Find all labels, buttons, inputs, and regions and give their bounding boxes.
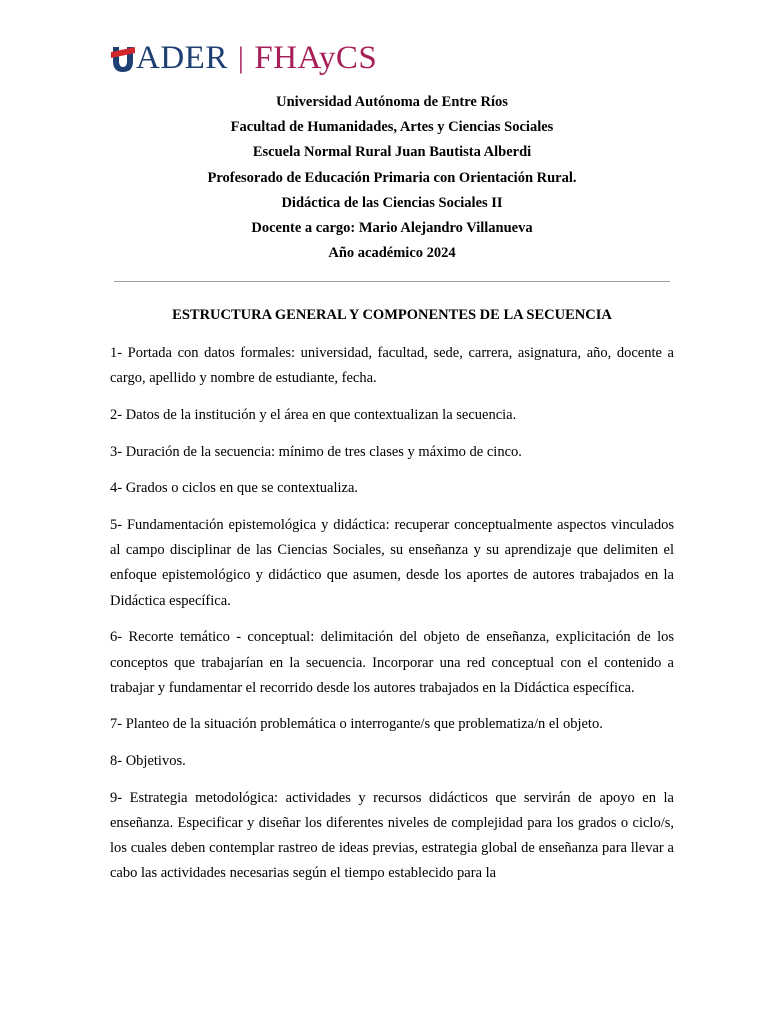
header-faculty: Facultad de Humanidades, Artes y Ciencias Sociales (230, 119, 554, 136)
uader-fhaycs-logo (111, 38, 377, 78)
header-program: Profesorado de Educación Primaria con Orientación Rural. (207, 169, 577, 186)
list-item: 2- Datos de la institución y el área en que contextualizan la secuencia. (110, 406, 517, 423)
list-item: 7- Planteo de la situación problemática o interrogante/s que problematiza/n el objeto. (110, 716, 603, 733)
list-item: 9- Estrategia metodológica: actividades y recursos didácticos que servirán de apoyo en la enseñanza. Especificar y diseñar los diferentes niveles de complejidad para los grados o ciclo/s, los cuales deben contemplar rastreo de ideas previas, estrategia global de enseñanza para llevar a cabo las actividades necesarias según el tiempo establecido para la (110, 789, 674, 882)
institution-header (110, 90, 674, 266)
list-item: 1- Portada con datos formales: universidad, facultad, sede, carrera, asignatura, año, docente a cargo, apellido y nombre de estudiante, fecha. (110, 345, 674, 387)
list-item: 5- Fundamentación epistemológica y didáctica: recuperar conceptualmente aspectos vinculados al campo disciplinar de las Ciencias Sociales, su enseñanza y su aprendizaje que delimiten el enfoque epistemológico y didáctico que asumen, desde los aportes de autores trabajados en la Didáctica específica. (110, 517, 674, 609)
logo-uader-text: ADER (136, 40, 228, 76)
header-teacher: Docente a cargo: Mario Alejandro Villanueva (251, 219, 533, 236)
header-course: Didáctica de las Ciencias Sociales II (281, 194, 503, 211)
list-item: 6- Recorte temático - conceptual: delimitación del objeto de enseñanza, explicitación de los conceptos que trabajarían en la secuencia. Incorporar una red conceptual con el contenido a trabajar y fundamentar el recorrido desde los autores trabajados en la Didáctica específica. (110, 629, 674, 696)
list-item: 4- Grados o ciclos en que se contextualiza. (110, 480, 359, 497)
list-item: 3- Duración de la secuencia: mínimo de tres clases y máximo de cinco. (110, 443, 522, 460)
list-item: 8- Objetivos. (110, 753, 186, 770)
uader-u-logo-mark (111, 43, 135, 73)
logo-separator: | (237, 41, 245, 74)
header-university: Universidad Autónoma de Entre Ríos (276, 94, 508, 110)
header-school: Escuela Normal Rural Juan Bautista Alberdi (252, 144, 532, 161)
header-academic-year: Año académico 2024 (328, 245, 456, 262)
logo-fhaycs-text: FHAyCS (254, 40, 378, 76)
header-divider (114, 281, 670, 282)
section-title: ESTRUCTURA GENERAL Y COMPONENTES DE LA SECUENCIA (172, 307, 612, 323)
sequence-components-list (110, 341, 674, 898)
